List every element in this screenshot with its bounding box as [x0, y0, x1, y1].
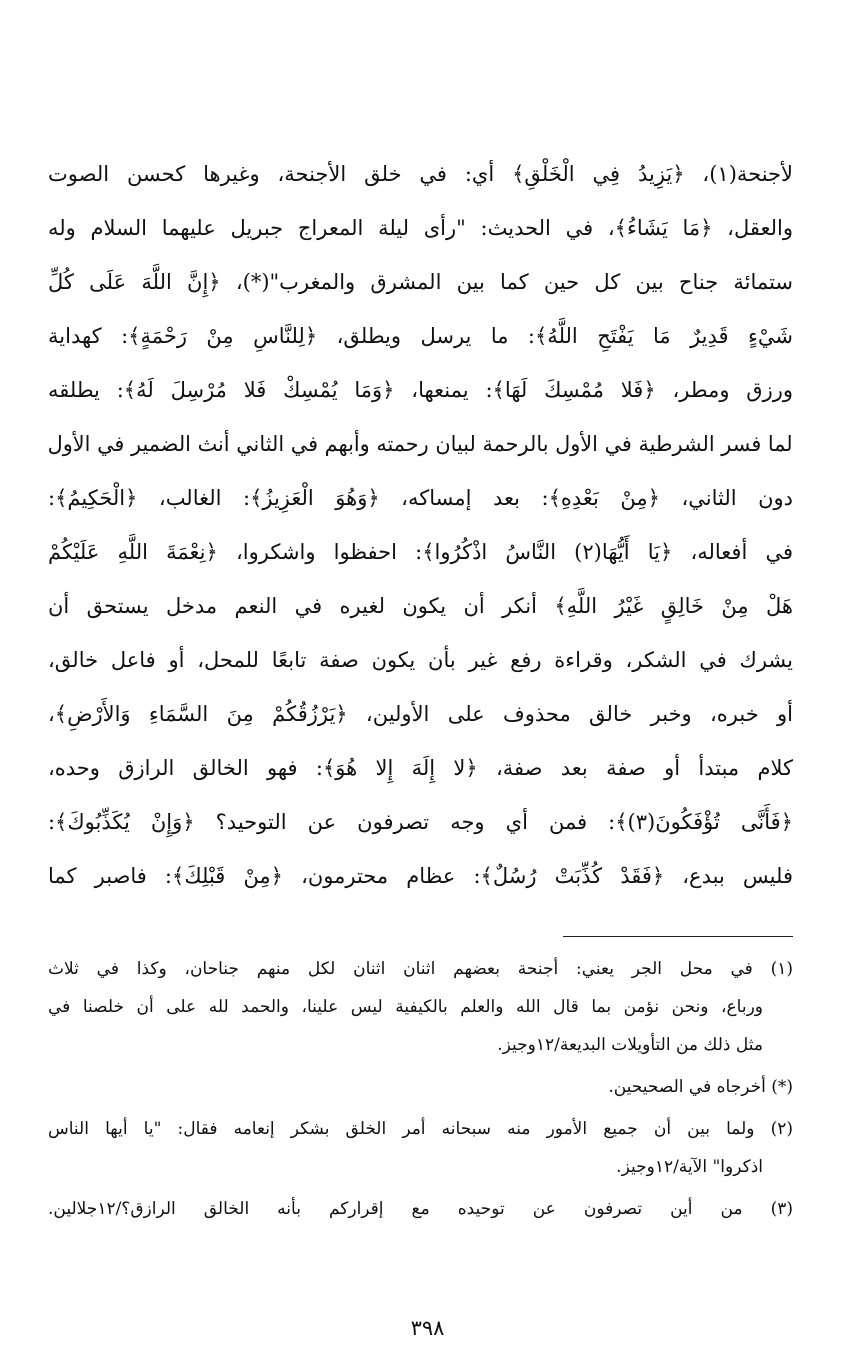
text-line: فليس ببدع، ﴿فَقَدْ كُذِّبَتْ رُسُلٌ﴾: عظام محترمون، ﴿مِنْ قَبْلِكَ﴾: فاصبر كما	[48, 864, 793, 888]
text-line: لما فسر الشرطية في الأول بالرحمة لبيان رحمته وأبهم في الثاني أنث الضمير في الأول	[48, 432, 793, 456]
footnote-line: (*) أخرجاه في الصحيحين.	[608, 1077, 793, 1097]
text-line: والعقل، ﴿مَا يَشَاءُ﴾، في الحديث: "رأى ليلة المعراج جبريل عليهما السلام وله	[48, 216, 793, 240]
footnote-line: (١) في محل الجر يعني: أجنحة بعضهم اثنان اثنان لكل منهم جناحان، وكذا في ثلاث	[48, 959, 793, 979]
footnote-line: (٣) من أين تصرفون عن توحيده مع إقراركم بأنه الخالق الرازق؟/١٢جلالين.	[48, 1199, 793, 1219]
main-text	[48, 147, 793, 903]
page-number: ٣٩٨	[410, 1316, 445, 1340]
footnote-line: (٢) ولما بين أن جميع الأمور منه سبحانه أمر الخلق بشكر إنعامه فقال: "يا أيها الناس	[48, 1119, 793, 1139]
text-line: لأجنحة(١)، ﴿يَزِيدُ فِي الْخَلْقِ﴾ أي: في خلق الأجنحة، وغيرها كحسن الصوت	[48, 162, 793, 186]
text-line: كلام مبتدأ أو صفة بعد صفة، ﴿لا إِلَهَ إِلا هُوَ﴾: فهو الخالق الرازق وحده،	[48, 756, 793, 780]
text-line: ﴿فَأَنَّى تُؤْفَكُونَ(٣)﴾: فمن أي وجه تصرفون عن التوحيد؟ ﴿وَإِنْ يُكَذِّبُوكَ﴾:	[48, 810, 793, 834]
footnotes	[48, 950, 793, 1228]
text-line: ستمائة جناح بين كل حين كما بين المشرق والمغرب"(*)، ﴿إِنَّ اللَّهَ عَلَى كُلِّ	[48, 270, 793, 294]
footnote-line: ورباع، ونحن نؤمن بما قال الله والعلم بالكيفية ليس علينا، والحمد لله على أن خلصنا في	[48, 997, 763, 1017]
text-line: في أفعاله، ﴿يَا أَيُّهَا(٢) النَّاسُ اذْكُرُوا﴾: احفظوا واشكروا، ﴿نِعْمَةَ اللَّهِ عَلَيْكُمْ	[48, 540, 793, 564]
text-line: يشرك في الشكر، وقراءة رفع غير بأن يكون صفة تابعًا للمحل، أو فاعل خالق،	[48, 648, 793, 672]
text-line: شَيْءٍ قَدِيرٌ مَا يَفْتَحِ اللَّهُ﴾: ما يرسل ويطلق، ﴿لِلنَّاسِ مِنْ رَحْمَةٍ﴾: كهداية	[48, 324, 793, 348]
text-line: ورزق ومطر، ﴿فَلا مُمْسِكَ لَهَا﴾: يمنعها، ﴿وَمَا يُمْسِكْ فَلا مُرْسِلَ لَهُ﴾: يطلقه	[48, 378, 793, 402]
text-line: أو خبره، وخبر خالق محذوف على الأولين، ﴿يَرْزُقُكُمْ مِنَ السَّمَاءِ وَالأَرْضِ﴾،	[48, 702, 793, 726]
footnote-separator	[563, 936, 793, 937]
footnote-line: اذكروا" الآية/١٢وجيز.	[616, 1157, 763, 1177]
text-line: هَلْ مِنْ خَالِقٍ غَيْرُ اللَّهِ﴾ أنكر أن يكون لغيره في النعم مدخل يستحق أن	[48, 594, 793, 618]
text-line: دون الثاني، ﴿مِنْ بَعْدِهِ﴾: بعد إمساكه، ﴿وَهُوَ الْعَزِيزُ﴾: الغالب، ﴿الْحَكِيمُ﴾:	[48, 486, 793, 510]
footnote-line: مثل ذلك من التأويلات البديعة/١٢وجيز.	[497, 1035, 763, 1055]
